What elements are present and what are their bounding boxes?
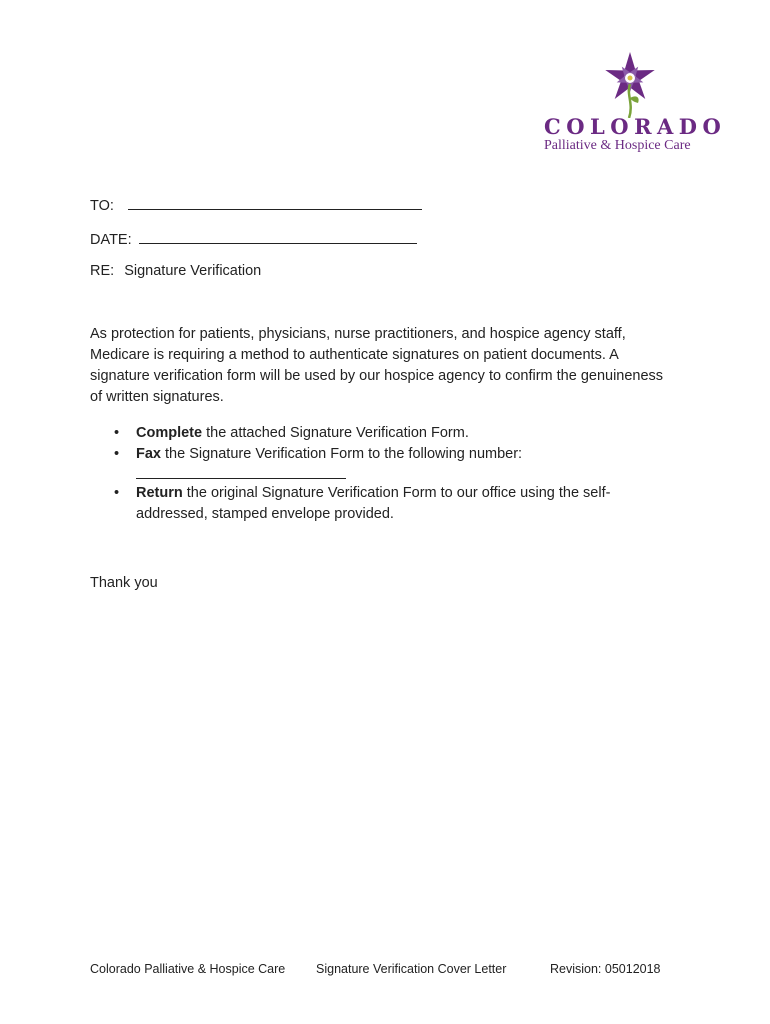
body-paragraph: As protection for patients, physicians, nurse practitioners, and hospice agency staff, Medicare is requiring a method to authenticate signatures on patient documents. A signature verification form will be used by our hospice agency to confirm the genuineness of written signatures. <box>90 326 664 405</box>
list-item <box>90 444 670 465</box>
re-label: RE: <box>90 263 115 279</box>
footer-doc-title: Signature Verification Cover Letter <box>316 962 507 976</box>
re-value: Signature Verification <box>124 263 262 279</box>
instruction-action: Fax <box>136 446 161 462</box>
footer-revision: Revision: 05012018 <box>550 962 661 976</box>
organization-logo <box>538 52 727 156</box>
columbine-flower-icon <box>593 52 673 118</box>
instruction-text: the original Signature Verification Form to our office using the self-addressed, stamped envelope provided. <box>136 485 611 522</box>
to-line <box>90 195 422 214</box>
to-label: TO: <box>90 198 114 214</box>
bullet-icon: • <box>114 446 120 462</box>
date-label: DATE: <box>90 232 132 248</box>
instruction-list <box>90 423 670 525</box>
re-line <box>90 263 261 279</box>
bullet-icon: • <box>114 425 120 441</box>
instruction-action: Return <box>136 485 183 501</box>
instruction-text: the Signature Verification Form to the following number: <box>161 446 523 462</box>
closing: Thank you <box>90 575 158 591</box>
bullet-icon: • <box>114 485 120 501</box>
date-line <box>90 229 417 248</box>
list-item <box>90 423 670 444</box>
instruction-text: the attached Signature Verification Form. <box>202 425 469 441</box>
fax-number-field[interactable] <box>136 465 346 479</box>
date-field[interactable] <box>139 229 417 244</box>
logo-subtitle: Palliative & Hospice Care <box>544 138 691 153</box>
logo-wordmark: COLORADO <box>544 114 727 139</box>
instruction-action: Complete <box>136 425 203 441</box>
footer-org: Colorado Palliative & Hospice Care <box>90 962 286 976</box>
list-item <box>90 483 670 525</box>
to-field[interactable] <box>128 195 422 210</box>
